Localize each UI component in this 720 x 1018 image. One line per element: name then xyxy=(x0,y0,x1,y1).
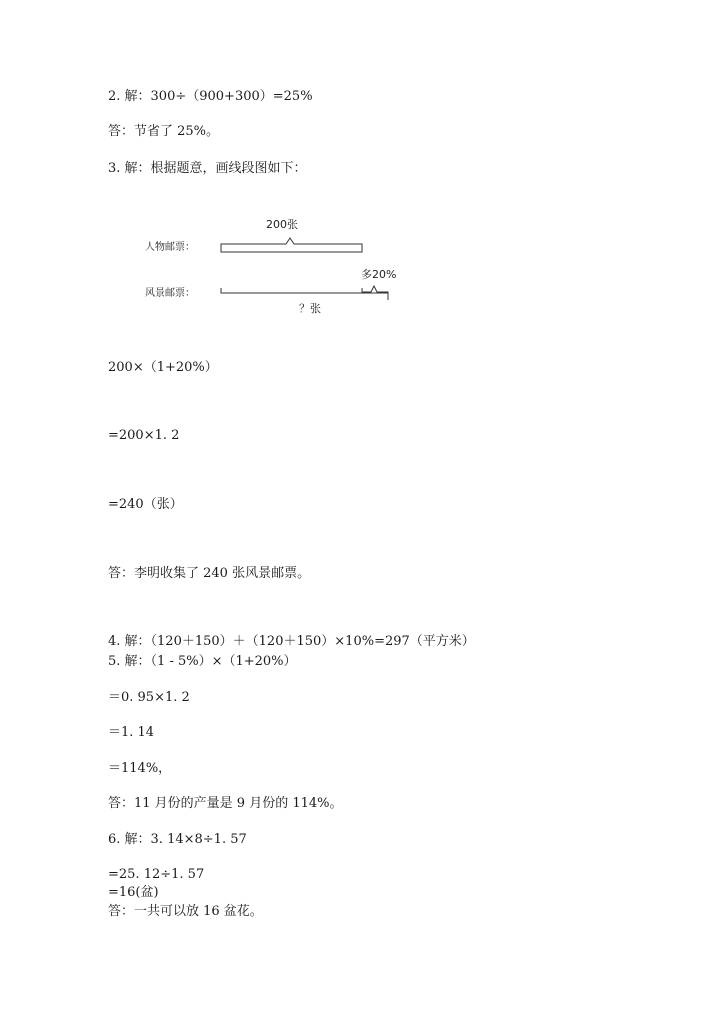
diagram-label-people: 人物邮票： xyxy=(145,242,195,253)
line-segment-diagram xyxy=(140,212,410,322)
answer-line-3: 3. 解：根据题意，画线段图如下： xyxy=(108,161,307,176)
answer-line-6: 6. 解：3. 14×8÷1. 57 xyxy=(108,832,247,847)
diagram-extra-value: 多20% xyxy=(361,268,397,281)
calc-line-5c: ＝114%， xyxy=(108,761,172,776)
calc-line-6b: =16(盆) xyxy=(108,885,159,900)
calc-line-1: 200×（1+20%） xyxy=(108,360,218,375)
answer-line-2-conclusion: 答：节省了 25%。 xyxy=(108,124,220,139)
calc-line-6a: =25. 12÷1. 57 xyxy=(108,867,205,882)
diagram-label-scenery: 风景邮票： xyxy=(145,288,195,299)
calc-line-2: =200×1. 2 xyxy=(108,428,180,443)
calc-line-5a: ＝0. 95×1. 2 xyxy=(108,690,190,705)
diagram-unknown-value: ？张 xyxy=(299,302,321,315)
people-stamps-bar xyxy=(221,238,362,252)
answer-line-5: 5. 解：（1 - 5%）×（1+20%） xyxy=(108,654,297,669)
answer-line-6-conclusion: 答：一共可以放 16 盆花。 xyxy=(108,904,263,919)
answer-line-3-conclusion: 答：李明收集了 240 张风景邮票。 xyxy=(108,566,311,581)
diagram-top-value: 200张 xyxy=(266,218,298,231)
answer-line-4: 4. 解：（120＋150）＋（120＋150）×10%=297（平方米） xyxy=(108,634,475,649)
answer-line-5-conclusion: 答：11 月份的产量是 9 月份的 114%。 xyxy=(108,796,343,811)
answer-line-2: 2. 解：300÷（900+300）=25% xyxy=(108,89,313,104)
calc-line-3: =240（张） xyxy=(108,497,183,512)
calc-line-5b: ＝1. 14 xyxy=(108,725,155,740)
